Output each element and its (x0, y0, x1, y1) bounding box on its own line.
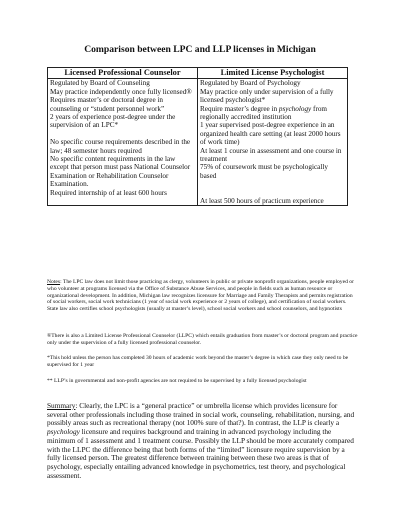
summary-label: Summary (47, 401, 76, 410)
lpc-regulation: Regulated by Board of Counseling (50, 79, 150, 88)
lpc-column-cell (48, 79, 198, 206)
comparison-table (47, 67, 348, 206)
notes-text: : The LPC law does not limit those practicing as clergy, volunteers in public or private nonprofit organizations, people employed or who volunteer at programs licensed via the Office of Substance Abuse Services, and people in fields such as human resource or organizational development. In addition, Michigan law recognizes licensure for Marriage and Family Therapists and permits registration of social workers, social work technicians (1 year of social work experience or 2 years of college), and certification of social workers. State law also certifies school psychologists (usually at master’s level), school social workers and school counselors, and hypnotists (47, 279, 354, 313)
row-spacer (50, 130, 195, 138)
document-title: Comparison between LPC and LLP licenses in Michigan (84, 44, 316, 55)
llp-regulation: Regulated by Board of Psychology (200, 79, 301, 88)
llp-column-header: Limited License Psychologist (198, 68, 348, 79)
notes-paragraph-2: ®There is also a Limited License Professional Counselor (LLPC) which entails graduation from master’s or doctoral program and practice only under the supervision of a fully licensed professional counselor. (47, 333, 358, 346)
notes-paragraph-3: *This hold unless the person has completed 30 hours of academic work beyond the master’s degree in which case they only need to be supervised for 1 year (47, 355, 349, 368)
notes-label: Notes (47, 279, 61, 285)
llp-courses: At least 1 course in assessment and one course in treatment (200, 146, 342, 164)
lpc-practice: May practice independently once fully licensed® (50, 87, 192, 96)
lpc-column-header: Licensed Professional Counselor (48, 68, 198, 79)
row-spacer (200, 180, 345, 188)
table-body-row (48, 79, 348, 206)
summary-text-a: : Clearly, the LPC is a “general practice” or umbrella license which provides licensure for several other professionals including those trained in social work, counseling, rehabilitation, nursing, and possibly areas such as recreational therapy (not 100% sure of that?). In contrast, the LLP is clearly a (47, 401, 355, 428)
lpc-internship: Required internship of at least 600 hours (50, 188, 167, 197)
row-spacer (200, 189, 345, 197)
llp-coursework: 75% of coursework must be psychologically based (200, 163, 328, 180)
llp-degree: Require master’s degree in psychology from regionally accredited institution (200, 104, 328, 122)
notes-paragraph-4: ** LLP’s in governmental and non-profit agencies are not required to be supervised by a fully licensed psychologist (47, 378, 307, 384)
llp-experience: 1 year supervised post-degree experience in an organized health care setting (at least 2000 hours of work time) (200, 121, 341, 147)
summary-text-b: licensure and requires background and training in advanced psychology including the minimum of 1 assessment and 1 treatment course. Possibly the LLP should be more accurately compared with the LLPC the difference being that both forms of the “limited” licensure require supervision by a fully licensed person. The greatest difference between training between these two areas is that of psychology, especially entailing advanced knowledge in psychometrics, test theory, and psychological assessment. (47, 427, 354, 480)
summary-italic-term: psychology (47, 427, 80, 437)
llp-practicum: At least 500 hours of practicum experience (200, 197, 324, 206)
lpc-degree: Requires master’s or doctoral degree in counseling or “student personnel work” (50, 96, 165, 113)
notes-paragraph-1 (47, 279, 358, 313)
table-header-row (48, 68, 348, 79)
llp-practice: May practice only under supervision of a fully licensed psychologist* (200, 87, 334, 105)
lpc-content: No specific content requirements in the law except that person must pass National Counselor Examination or Rehabilitation Counselor Examination. (50, 155, 191, 189)
lpc-courses: No specific course requirements described in the law; 48 semester hours required (50, 138, 191, 155)
summary-paragraph (47, 402, 355, 480)
lpc-experience: 2 years of experience post-degree under the supervision of an LPC* (50, 113, 176, 130)
llp-column-cell (198, 79, 348, 206)
